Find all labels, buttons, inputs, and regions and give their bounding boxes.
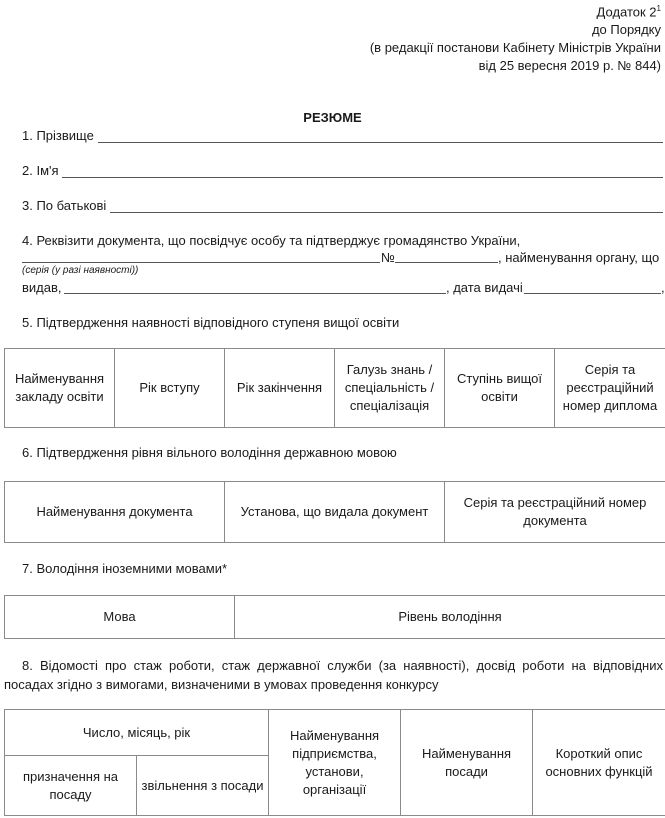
document-number-sign: №: [381, 250, 395, 265]
language-col-document: Найменування документа: [5, 482, 225, 543]
education-table: [4, 348, 665, 428]
education-col-graduation-year: Рік закінчення: [225, 349, 335, 428]
patronymic-label: 3. По батькові: [22, 198, 107, 213]
document-number-field[interactable]: [395, 262, 498, 263]
issue-date-comma: ,: [661, 280, 665, 295]
issue-date-field[interactable]: [524, 293, 661, 294]
issued-by-field[interactable]: [64, 293, 446, 294]
work-col-functions: Короткий опис основних функцій: [533, 710, 665, 816]
document-series-note: (серія (у разі наявності)): [22, 265, 139, 276]
issuing-authority-label: , найменування органу, що: [498, 250, 660, 265]
document-series-field[interactable]: [22, 262, 380, 263]
surname-field[interactable]: [98, 142, 663, 143]
work-col-dates: Число, місяць, рік: [5, 710, 269, 756]
education-col-diploma: Серія та реєстраційний номер диплома: [555, 349, 665, 428]
language-proficiency-table: [4, 481, 665, 543]
foreign-col-language: Мова: [5, 596, 235, 639]
appendix-label: Додаток $2^1$: [596, 4, 661, 20]
name-field[interactable]: [62, 177, 663, 178]
foreign-languages-table: [4, 595, 665, 639]
appendix-date: від 25 вересня 2019 р. № 844): [478, 58, 661, 73]
education-col-degree: Ступінь вищої освіти: [445, 349, 555, 428]
appendix-superscript: 1: [656, 4, 661, 13]
name-label: 2. Ім'я: [22, 163, 59, 178]
section6-heading: 6. Підтвердження рівня вільного володіння державною мовою: [22, 445, 397, 460]
issued-by-label: видав,: [22, 280, 62, 295]
page-title: РЕЗЮМЕ: [303, 110, 362, 125]
appendix-order: до Порядку: [591, 22, 661, 37]
section5-heading: 5. Підтвердження наявності відповідного ступеня вищої освіти: [22, 315, 400, 330]
patronymic-field[interactable]: [110, 212, 663, 213]
language-col-series: Серія та реєстраційний номер документа: [445, 482, 665, 543]
education-col-entry-year: Рік вступу: [115, 349, 225, 428]
work-col-organization: Найменування підприємства, установи, організації: [269, 710, 401, 816]
work-experience-table: [4, 709, 665, 816]
work-col-position: Найменування посади: [401, 710, 533, 816]
education-col-specialty: Галузь знань / спеціальність / спеціалізація: [335, 349, 445, 428]
document-details-label: 4. Реквізити документа, що посвідчує особу та підтверджує громадянство України,: [22, 233, 521, 248]
section8-heading: 8. Відомості про стаж роботи, стаж державної служби (за наявності), досвід роботи на відповідних посадах згідно з вимогами, визначеними в умовах проведення конкурсу: [4, 658, 663, 692]
work-col-appointed: призначення на посаду: [5, 756, 137, 816]
section7-heading: 7. Володіння іноземними мовами*: [22, 561, 228, 576]
work-col-dismissed: звільнення з посади: [137, 756, 269, 816]
issue-date-label: , дата видачі: [446, 280, 523, 295]
appendix-edition: (в редакції постанови Кабінету Міністрів України: [369, 40, 661, 55]
education-col-institution: Найменування закладу освіти: [5, 349, 115, 428]
foreign-col-level: Рівень володіння: [235, 596, 665, 639]
language-col-institution: Установа, що видала документ: [225, 482, 445, 543]
surname-label: 1. Прізвище: [22, 128, 94, 143]
